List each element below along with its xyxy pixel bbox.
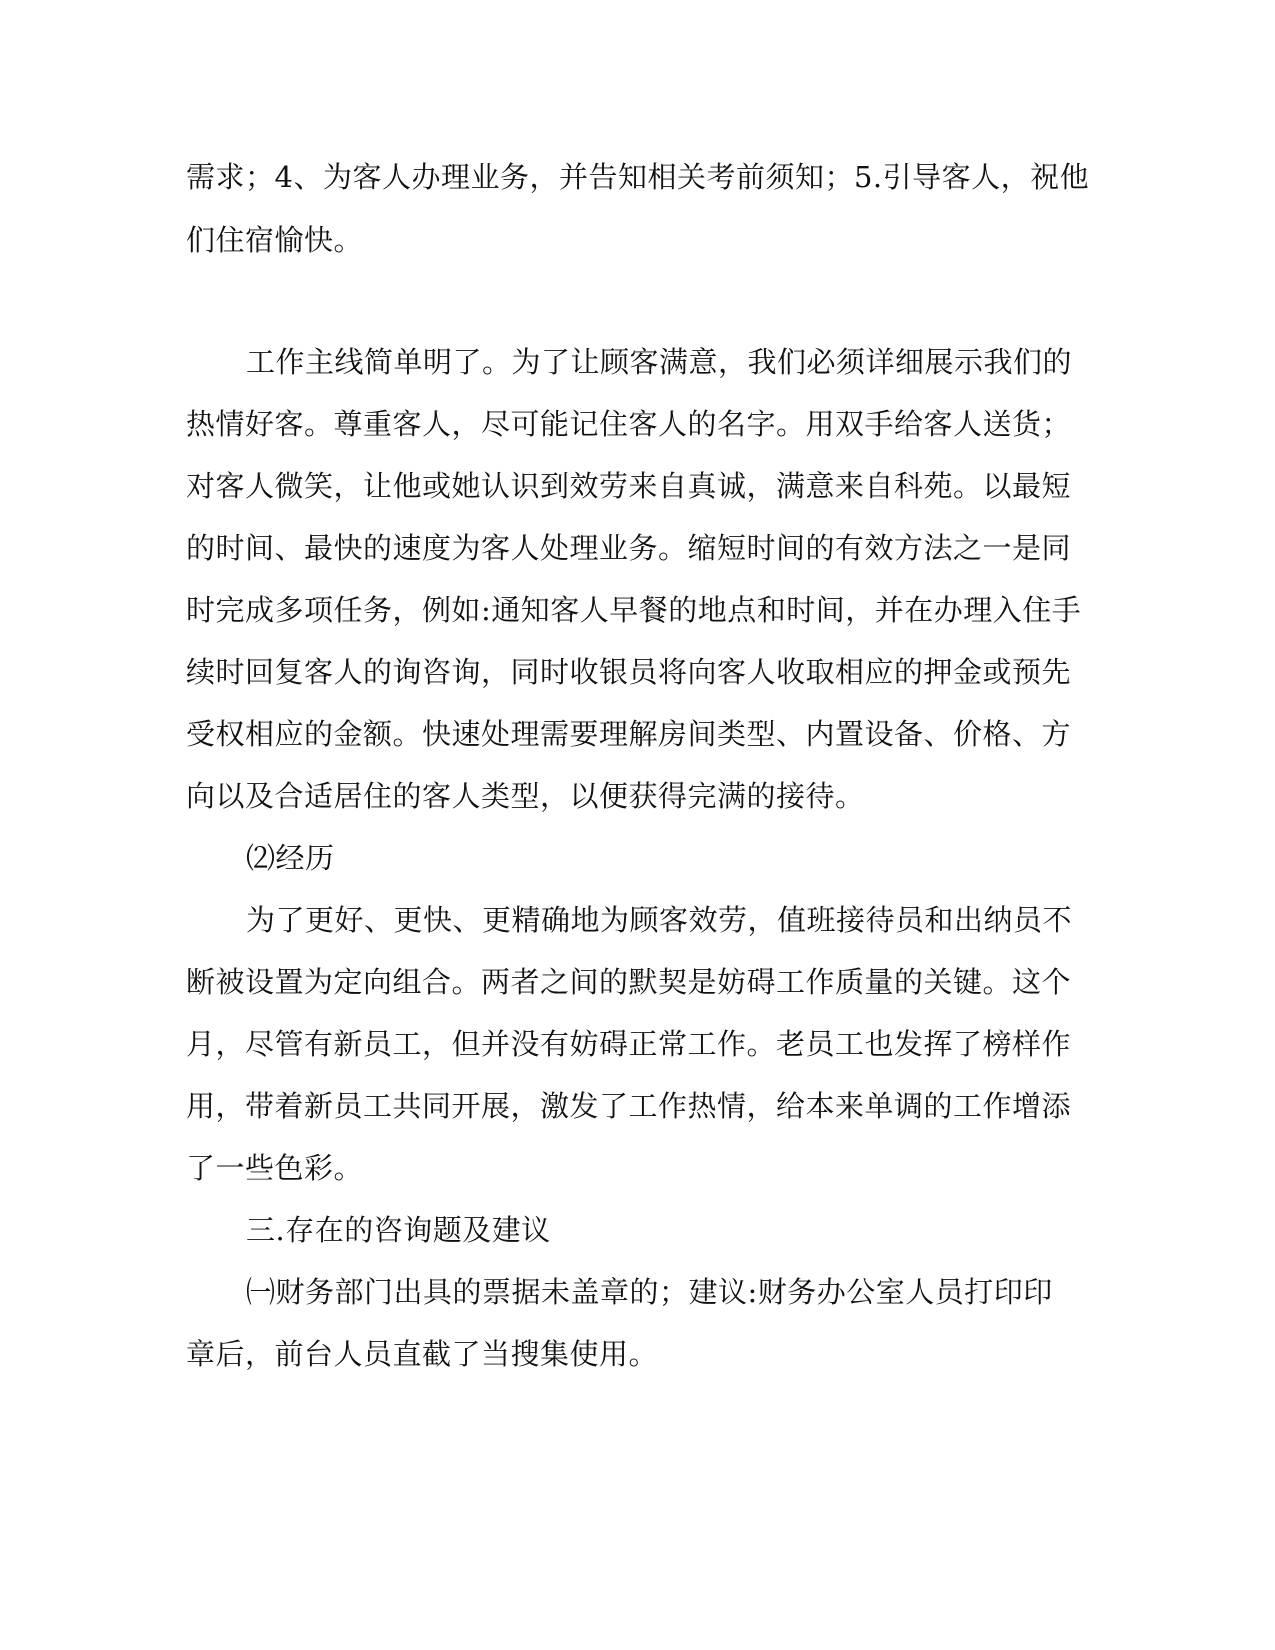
paragraph-line: 热情好客。尊重客人，尽可能记住客人的名字。用双手给客人送货； (186, 407, 1072, 441)
paragraph-line: 需求；4、为客人办理业务，并告知相关考前须知；5.引导客人，祝他 (186, 160, 1090, 194)
paragraph-line: 们住宿愉快。 (186, 223, 364, 257)
paragraph-line: 为了更好、更快、更精确地为顾客效劳，值班接待员和出纳员不 (246, 903, 1073, 937)
paragraph-line: 工作主线简单明了。为了让顾客满意，我们必须详细展示我们的 (246, 345, 1073, 379)
paragraph-line: 时完成多项任务，例如:通知客人早餐的地点和时间，并在办理入住手 (186, 593, 1082, 627)
paragraph-line: ㈠财务部门出具的票据未盖章的；建议:财务办公室人员打印印 (246, 1275, 1053, 1309)
section-heading: 三.存在的咨询题及建议 (246, 1213, 551, 1247)
paragraph-line: 续时回复客人的询咨询，同时收银员将向客人收取相应的押金或预先 (186, 655, 1072, 689)
paragraph-line: 对客人微笑，让他或她认识到效劳来自真诚，满意来自科苑。以最短 (186, 469, 1072, 503)
paragraph-line: 月，尽管有新员工，但并没有妨碍正常工作。老员工也发挥了榜样作 (186, 1027, 1072, 1061)
paragraph-line: 的时间、最快的速度为客人处理业务。缩短时间的有效方法之一是同 (186, 531, 1072, 565)
section-heading: ⑵经历 (246, 841, 335, 875)
paragraph-line: 章后，前台人员直截了当搜集使用。 (186, 1337, 659, 1371)
paragraph-line: 向以及合适居住的客人类型，以便获得完满的接待。 (186, 779, 865, 813)
paragraph-line: 了一些色彩。 (186, 1151, 364, 1185)
paragraph-line: 断被设置为定向组合。两者之间的默契是妨碍工作质量的关键。这个 (186, 965, 1072, 999)
paragraph-line: 受权相应的金额。快速处理需要理解房间类型、内置设备、价格、方 (186, 717, 1072, 751)
paragraph-line: 用，带着新员工共同开展，激发了工作热情，给本来单调的工作增添 (186, 1089, 1072, 1123)
